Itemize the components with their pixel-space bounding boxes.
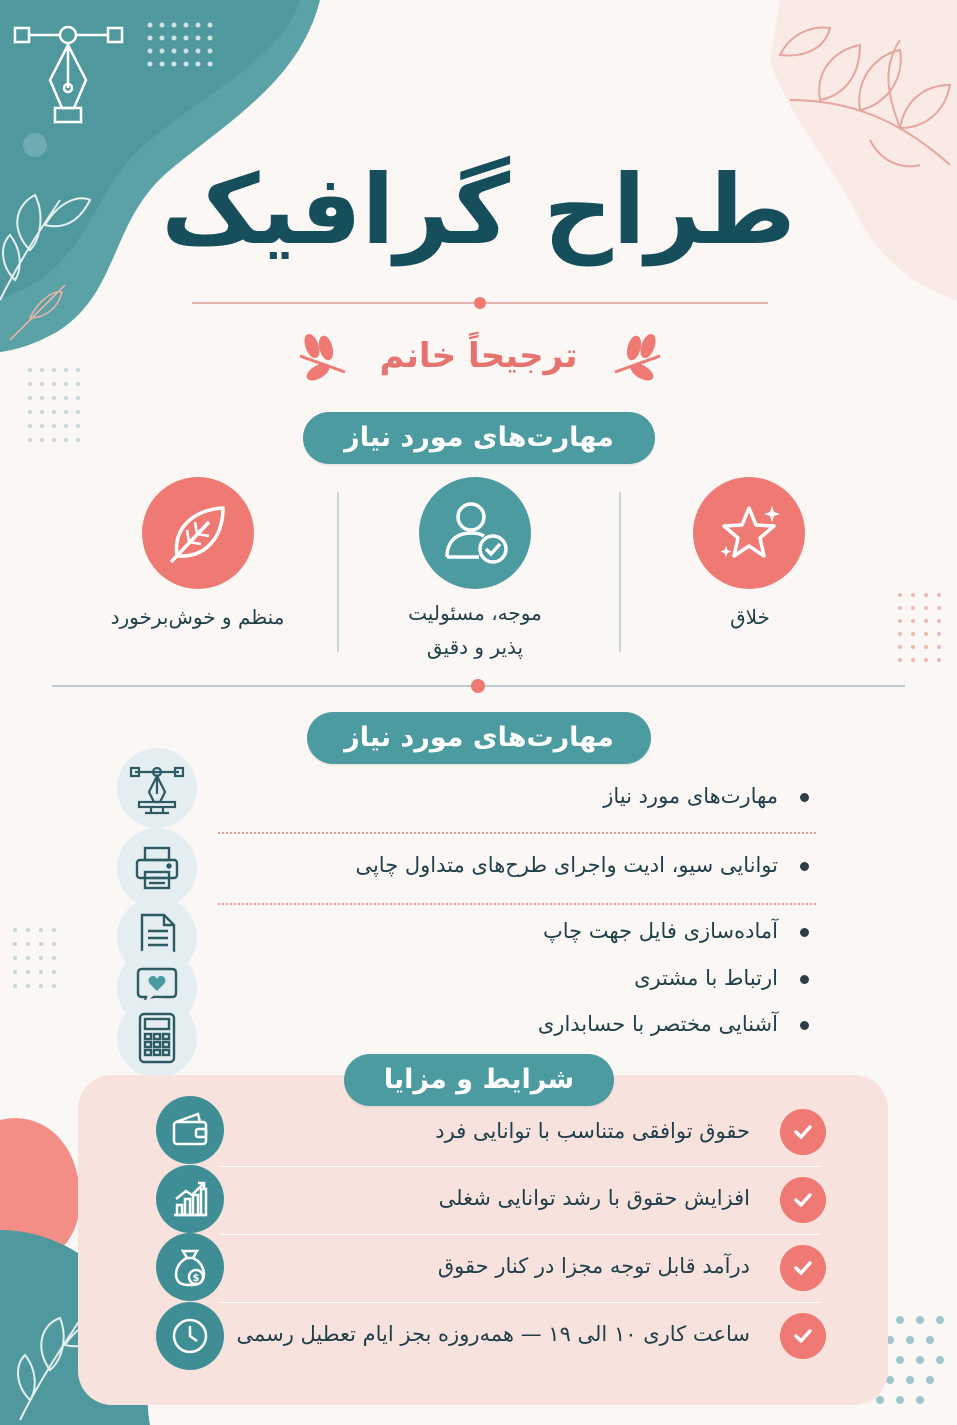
skill-item bbox=[603, 784, 809, 808]
check-icon bbox=[780, 1245, 826, 1291]
skill-item-text: توانایی سیو، ادیت واجرای طرح‌های متداول چاپی bbox=[355, 853, 778, 877]
star-icon bbox=[714, 498, 784, 568]
benefit-text: حقوق توافقی متناسب با توانایی فرد bbox=[435, 1119, 750, 1143]
trait-label-organized: منظم و خوش‌برخورد bbox=[110, 605, 285, 629]
leaf-icon bbox=[163, 498, 233, 568]
trait-organized bbox=[142, 477, 254, 589]
section-heading-traits: مهارت‌های مورد نیاز bbox=[303, 412, 655, 464]
calculator-icon bbox=[132, 1010, 182, 1066]
skill-icon-bubble-2 bbox=[117, 828, 197, 908]
skill-icon-bubble-1 bbox=[117, 748, 197, 828]
clock-icon bbox=[168, 1314, 212, 1358]
wallet-icon bbox=[168, 1108, 212, 1152]
benefit-text: افزایش حقوق با رشد توانایی شغلی bbox=[438, 1186, 750, 1210]
dotted-divider bbox=[218, 903, 816, 905]
trait-creative bbox=[693, 477, 805, 589]
page-title: طراح گرافیک bbox=[161, 154, 796, 266]
benefit-text: درآمد قابل توجه مجزا در کنار حقوق bbox=[437, 1254, 750, 1278]
skill-item-text: آماده‌سازی فایل جهت چاپ bbox=[542, 919, 778, 943]
benefit-icon-circle bbox=[156, 1096, 224, 1164]
check-icon bbox=[780, 1177, 826, 1223]
growth-chart-icon bbox=[168, 1177, 212, 1221]
section-heading-skills: مهارت‌های مورد نیاز bbox=[307, 712, 651, 764]
page-subtitle: ترجیحاً خانم bbox=[379, 336, 578, 376]
bullet-icon bbox=[800, 862, 809, 871]
trait-label-creative: خلاق bbox=[730, 605, 770, 629]
benefit-divider bbox=[220, 1302, 820, 1303]
check-icon bbox=[780, 1313, 826, 1359]
trait-label-responsible-line2: پذیر و دقیق bbox=[426, 635, 524, 659]
bullet-icon bbox=[800, 928, 809, 937]
skill-icon-bubble-5 bbox=[117, 998, 197, 1078]
skill-item bbox=[355, 853, 809, 877]
user-check-icon bbox=[435, 493, 515, 573]
benefit-icon-circle bbox=[156, 1233, 224, 1301]
skill-item bbox=[634, 966, 809, 990]
pen-tool-icon bbox=[127, 758, 187, 818]
section-heading-benefits: شرایط و مزایا bbox=[344, 1054, 614, 1106]
benefit-text: ساعت کاری ۱۰ الی ۱۹ — همه‌روزه بجز ایام تعطیل رسمی bbox=[236, 1322, 750, 1346]
skill-item bbox=[543, 919, 809, 943]
printer-icon bbox=[129, 840, 185, 896]
benefit-icon-circle bbox=[156, 1302, 224, 1370]
bullet-icon bbox=[800, 793, 809, 802]
money-bag-icon bbox=[168, 1245, 212, 1289]
benefit-divider bbox=[220, 1234, 820, 1235]
benefit-icon-circle bbox=[156, 1165, 224, 1233]
dotted-divider bbox=[218, 832, 816, 834]
check-icon bbox=[780, 1109, 826, 1155]
skill-item-text: مهارت‌های مورد نیاز bbox=[603, 784, 778, 808]
trait-label-responsible-line1: موجه، مسئولیت bbox=[408, 601, 542, 625]
bullet-icon bbox=[800, 1021, 809, 1030]
skill-item-text: ارتباط با مشتری bbox=[634, 966, 778, 990]
benefit-divider bbox=[220, 1166, 820, 1167]
trait-responsible bbox=[419, 477, 531, 589]
skill-item bbox=[538, 1012, 809, 1036]
trait-label-responsible bbox=[360, 596, 590, 664]
svg-text:$: $ bbox=[192, 1273, 200, 1284]
bullet-icon bbox=[800, 975, 809, 984]
skill-item-text: آشنایی مختصر با حسابداری bbox=[537, 1012, 778, 1036]
